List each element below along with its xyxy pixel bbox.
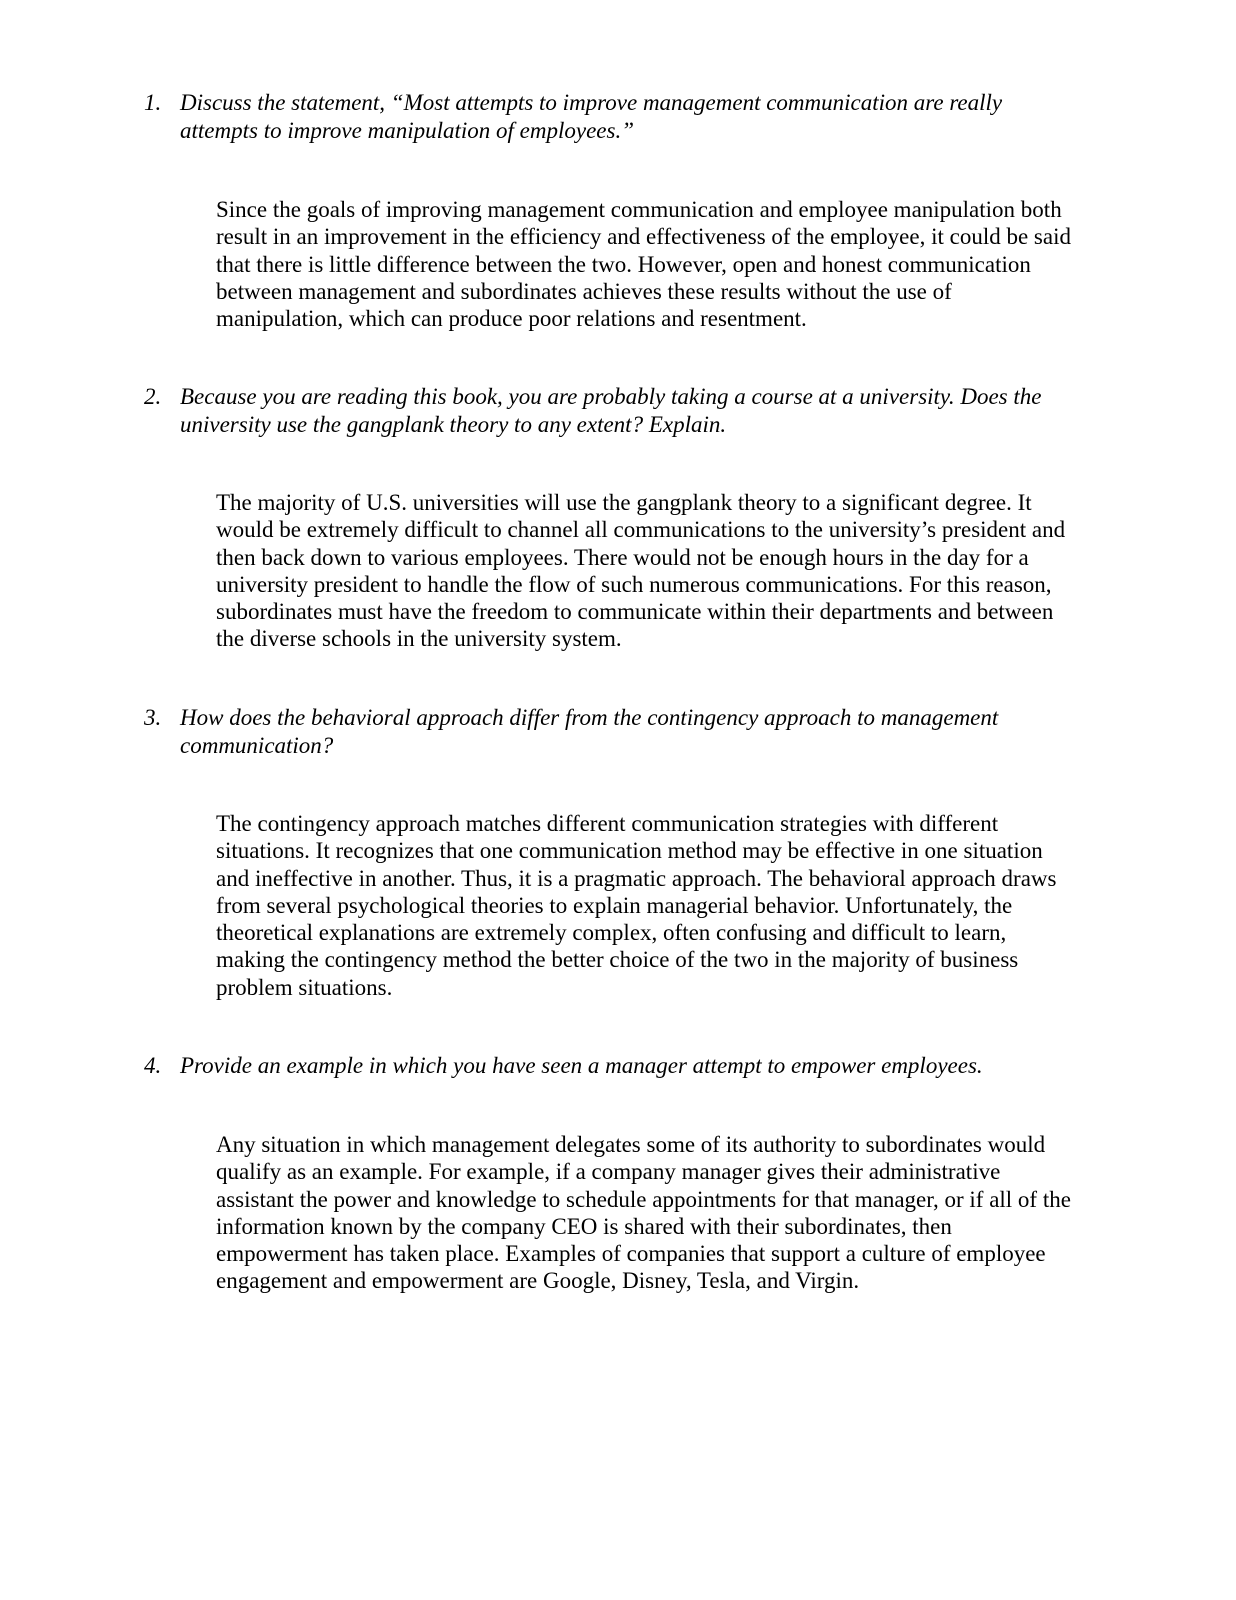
question-text: Because you are reading this book, you are probably taking a course at a university. Does the university use the gangplank theory to any extent? Explain. (180, 384, 1042, 437)
question-number: 4. (144, 1053, 162, 1078)
question-number: 2. (144, 384, 162, 409)
question-number: 1. (144, 90, 162, 115)
qa-item (0, 89, 1236, 332)
question-text: How does the behavioral approach differ from the contingency approach to management communication? (180, 705, 999, 758)
question-text: Discuss the statement, “Most attempts to improve management communication are really attempts to improve manipulation of employees.” (180, 90, 1003, 143)
answer-paragraph: Since the goals of improving management communication and employee manipulation both result in an improvement in the efficiency and effectiveness of the employee, it could be said that there is little difference between the two. However, open and honest communication between management and subordinates achieves these results without the use of manipulation, which can produce poor relations and resentment. (216, 197, 1071, 332)
answer-paragraph: The contingency approach matches different communication strategies with different situations. It recognizes that one communication method may be effective in one situation and ineffective in another. Thus, it is a pragmatic approach. The behavioral approach draws from several psychological theories to explain managerial behavior. Unfortunately, the theoretical explanations are extremely complex, often confusing and difficult to learn, making the contingency method the better choice of the two in the majority of business problem situations. (216, 811, 1057, 1000)
question (0, 1052, 1060, 1080)
question (0, 383, 1060, 438)
qa-item (0, 383, 1236, 652)
qa-item (0, 1052, 1236, 1294)
question-number: 3. (144, 705, 162, 730)
question (0, 704, 1060, 759)
question (0, 89, 1060, 144)
question-text: Provide an example in which you have seen a manager attempt to empower employees. (180, 1053, 983, 1078)
qa-item (0, 704, 1236, 1000)
answer-paragraph: Any situation in which management delegates some of its authority to subordinates would qualify as an example. For example, if a company manager gives their administrative assistant the power and knowledge to schedule appointments for that manager, or if all of the information known by the company CEO is shared with their subordinates, then empowerment has taken place. Examples of companies that support a culture of employee engagement and empowerment are Google, Disney, Tesla, and Virgin. (216, 1132, 1071, 1294)
answer-paragraph: The majority of U.S. universities will use the gangplank theory to a significant degree. It would be extremely difficult to channel all communications to the university’s president and then back down to various employees. There would not be enough hours in the day for a university president to handle the flow of such numerous communications. For this reason, subordinates must have the freedom to communicate within their departments and between the diverse schools in the university system. (216, 490, 1066, 652)
